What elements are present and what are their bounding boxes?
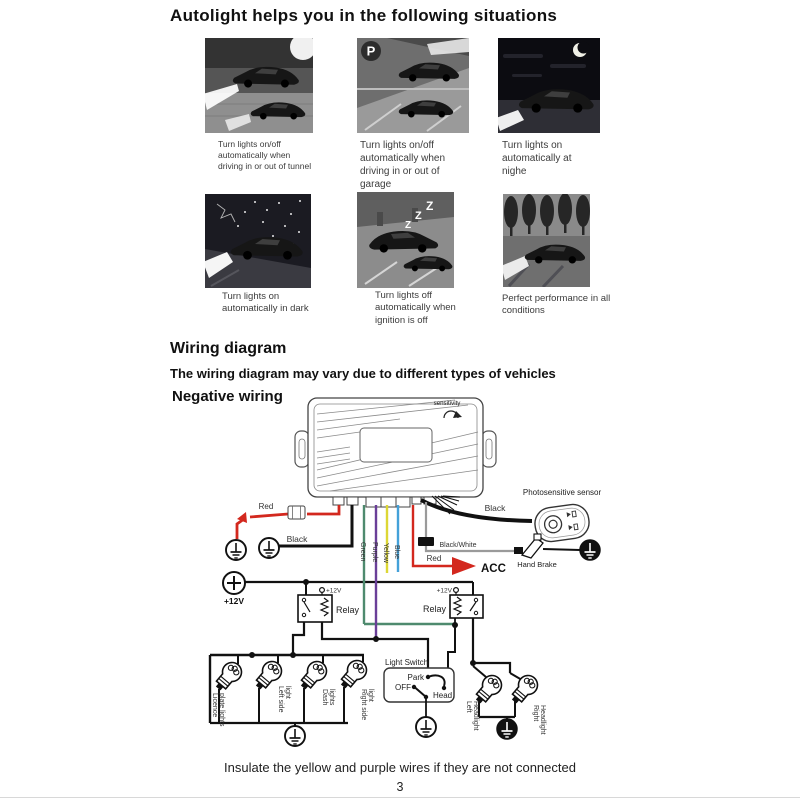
lamp-label: plate lights	[218, 693, 225, 727]
parking-sign-letter: P	[366, 43, 376, 59]
ground-symbol	[497, 719, 517, 739]
off-label: OFF	[395, 683, 411, 692]
wiring-mode-label: Negative wiring	[172, 388, 283, 405]
page-number: 3	[396, 780, 404, 794]
page-title: Autolight helps you in the following situations	[170, 6, 558, 25]
headlight-circuit	[465, 672, 546, 739]
situation-caption: Turn lights off automatically when ignition is off	[375, 290, 456, 326]
relay-12v-label: +12V	[326, 587, 342, 595]
blue-label: Blue	[393, 545, 400, 560]
ground-symbol	[580, 540, 600, 560]
head-label: Head	[433, 691, 453, 700]
photosensitive-sensor	[421, 488, 601, 544]
ground-symbol	[416, 717, 436, 737]
bulb-right-headlight	[507, 672, 541, 708]
black-sensor-label: Black	[484, 503, 506, 513]
wire-red-ground	[226, 502, 339, 560]
light-switch	[384, 658, 454, 737]
situation-caption: Turn lights on automatically in dark	[222, 291, 309, 315]
fuse	[288, 506, 305, 519]
situation-image-all-conditions	[503, 194, 590, 287]
battery-label: +12V	[223, 596, 245, 606]
battery-12v	[223, 572, 473, 606]
green-label: Green	[359, 542, 366, 562]
connector	[514, 547, 523, 554]
acc-arrow	[452, 557, 476, 575]
situation-caption: Turn lights on automatically at nighe	[502, 140, 572, 177]
situation-image-garage	[357, 38, 469, 133]
lamp-label: Dash	[321, 689, 328, 706]
ground-symbol	[259, 538, 279, 558]
situation-image-dark	[205, 194, 311, 288]
yellow-label: Yellow	[382, 543, 389, 563]
lamp-label: light	[284, 686, 291, 699]
red-acc-label: Red	[426, 554, 442, 563]
situation-image-tunnel	[205, 38, 313, 133]
sensor-label: Photosensitive sensor	[522, 488, 602, 497]
lamp-label: Licence	[211, 693, 218, 718]
lamp-label: Left side	[277, 686, 284, 713]
junction-dot	[373, 636, 379, 642]
connector	[418, 537, 434, 546]
ground-symbol	[285, 726, 305, 746]
control-unit	[295, 398, 496, 507]
wiring-diagram	[200, 392, 650, 760]
hand-brake-label: Hand Brake	[517, 560, 557, 569]
hand-brake-lever	[522, 534, 543, 558]
wire-black-sensor	[421, 500, 532, 521]
red-label: Red	[258, 502, 274, 511]
relay-12v-label: +12V	[436, 587, 452, 595]
situation-caption: Turn lights on/off automatically when driving in or out of tunnel	[218, 139, 312, 172]
black-white-label: Black/White	[439, 542, 477, 549]
light-switch-label: Light Switch	[385, 658, 429, 667]
situation-caption: Turn lights on/off automatically when driving in or out of garage	[360, 140, 446, 190]
svg-text:Z: Z	[415, 210, 422, 222]
svg-text:Z: Z	[426, 199, 434, 213]
ground-symbol	[226, 540, 246, 560]
black-label: Black	[286, 534, 308, 544]
lamp-label: Right side	[360, 689, 367, 721]
acc-label: ACC	[481, 563, 506, 575]
lamp-label: Left	[465, 701, 472, 713]
lamp-label: light	[367, 689, 374, 702]
bulb-right-side	[336, 657, 370, 693]
park-label: Park	[407, 673, 424, 682]
lamp-label: lights	[328, 689, 335, 706]
junction-dot	[452, 622, 458, 628]
relay-label: Relay	[336, 605, 360, 615]
wiring-note: The wiring diagram may vary due to different types of vehicles	[170, 366, 556, 381]
lamp-circuit-left	[210, 652, 374, 746]
lamp-label: Headlight	[539, 705, 546, 735]
relay-label: Relay	[422, 604, 446, 614]
lamp-label: Headlight	[472, 701, 479, 731]
situation-image-night	[498, 38, 600, 133]
footer-note: Insulate the yellow and purple wires if they are not connected	[224, 760, 576, 775]
svg-text:Z: Z	[405, 220, 412, 231]
bulb-licence-plate	[211, 659, 245, 695]
situation-caption: Perfect performance in all conditions	[502, 293, 611, 317]
lamp-label: Right	[532, 705, 539, 722]
situation-image-ignition-off	[357, 192, 454, 288]
wiring-heading: Wiring diagram	[170, 340, 287, 357]
purple-label: Purple	[371, 542, 378, 563]
sensitivity-label: sensitivity	[433, 400, 461, 407]
bottom-rule	[0, 797, 800, 798]
